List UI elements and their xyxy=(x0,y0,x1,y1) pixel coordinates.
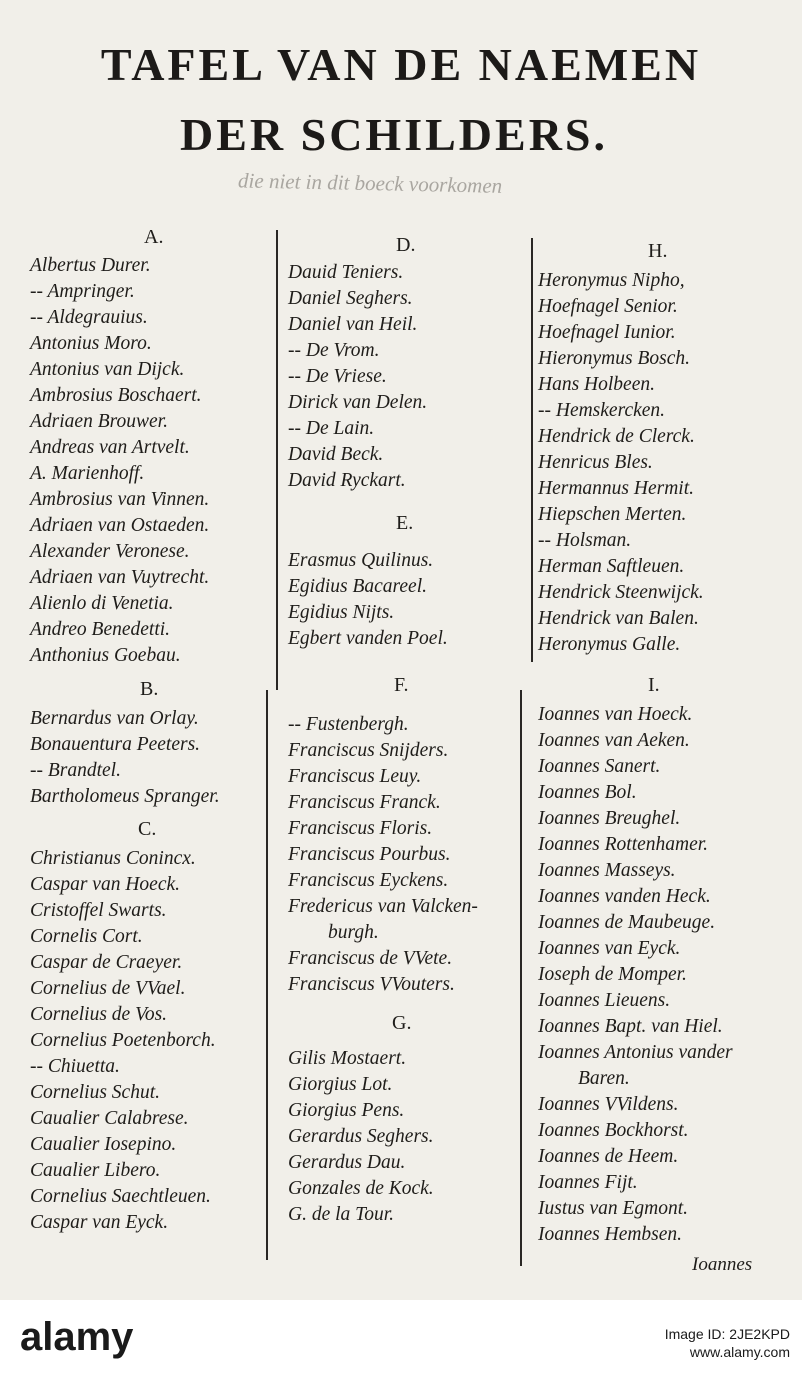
painter-name: Dauid Teniers. xyxy=(288,262,404,283)
section-letter-b: B. xyxy=(140,678,159,700)
painter-name: Franciscus de VVete. xyxy=(288,948,453,969)
painter-name: Andreo Benedetti. xyxy=(30,619,171,640)
painter-name: Ioannes Hembsen. xyxy=(538,1224,683,1245)
painter-name: Alienlo di Venetia. xyxy=(30,593,174,614)
painter-name: Ioannes Bapt. van Hiel. xyxy=(538,1016,723,1037)
painter-name: Fredericus van Valcken- burgh. xyxy=(288,896,478,943)
painter-name: Erasmus Quilinus. xyxy=(288,550,434,571)
painter-name: Bonauentura Peeters. xyxy=(30,734,201,755)
painter-name: Alexander Veronese. xyxy=(30,541,190,562)
painter-name: A. Marienhoff. xyxy=(30,463,145,484)
painter-name: Cornelius Saechtleuen. xyxy=(30,1186,211,1207)
watermark-logo: alamy xyxy=(20,1315,134,1359)
section-g-list xyxy=(288,1046,434,1228)
painter-name: Giorgius Lot. xyxy=(288,1074,393,1095)
page-title-line-2: DER SCHILDERS. xyxy=(180,109,608,160)
column-rule-1a xyxy=(276,230,278,690)
painter-name: -- Aldegrauius. xyxy=(30,307,148,328)
painter-name: Franciscus Snijders. xyxy=(288,740,449,761)
painter-name: Bartholomeus Spranger. xyxy=(30,786,220,807)
painter-name: Caspar van Eyck. xyxy=(30,1212,169,1233)
painter-name: Caualier Calabrese. xyxy=(30,1108,189,1129)
painter-name: -- Chiuetta. xyxy=(30,1056,120,1077)
painter-name: Franciscus Eyckens. xyxy=(288,870,449,891)
watermark-site: www.alamy.com xyxy=(689,1344,790,1360)
painter-name: Dirick van Delen. xyxy=(288,392,428,413)
painter-name: Iustus van Egmont. xyxy=(538,1198,689,1219)
painter-name: Giorgius Pens. xyxy=(288,1100,405,1121)
painter-name: Cornelius de Vos. xyxy=(30,1004,168,1025)
painter-name: Christianus Conincx. xyxy=(30,848,196,869)
painter-name: Gerardus Seghers. xyxy=(288,1126,434,1147)
painter-name: Adriaen Brouwer. xyxy=(30,411,168,432)
painter-name: Cornelis Cort. xyxy=(30,926,143,947)
painter-name: Andreas van Artvelt. xyxy=(30,437,190,458)
painter-name: Cornelius Schut. xyxy=(30,1082,160,1103)
painter-name: Heronymus Galle. xyxy=(538,634,681,655)
section-letter-d: D. xyxy=(396,234,416,256)
painter-name: Hans Holbeen. xyxy=(538,374,655,395)
painter-name: Ioannes Antonius vander Baren. xyxy=(538,1042,733,1089)
painter-name: Hendrick de Clerck. xyxy=(538,426,695,447)
painter-name: Albertus Durer. xyxy=(30,255,151,276)
painter-name: -- De Vriese. xyxy=(288,366,387,387)
painter-name: Franciscus Leuy. xyxy=(288,766,422,787)
painter-name: G. de la Tour. xyxy=(288,1204,395,1225)
painter-name: -- Ampringer. xyxy=(30,281,135,302)
painter-name: Franciscus Floris. xyxy=(288,818,433,839)
watermark-image-id-label: Image ID: 2JE2KPD xyxy=(664,1326,790,1342)
painter-name: Ambrosius van Vinnen. xyxy=(30,489,210,510)
section-letter-i: I. xyxy=(648,674,660,696)
painter-name: Ioannes Bol. xyxy=(538,782,637,803)
page-title-line-1: TAFEL VAN DE NAEMEN xyxy=(100,39,702,90)
painter-name: Gilis Mostaert. xyxy=(288,1048,407,1069)
section-d-list xyxy=(288,260,427,494)
section-f-list xyxy=(288,712,528,998)
section-a-list xyxy=(30,253,209,669)
painter-name: Cristoffel Swarts. xyxy=(30,900,167,921)
painter-name: Franciscus Franck. xyxy=(288,792,441,813)
section-letter-f: F. xyxy=(394,674,409,696)
painter-name: Ioannes Rottenhamer. xyxy=(538,834,709,855)
section-e-list xyxy=(288,548,448,652)
painter-name: Daniel van Heil. xyxy=(288,314,418,335)
painter-name: Franciscus Pourbus. xyxy=(288,844,451,865)
painter-name: David Beck. xyxy=(288,444,384,465)
painter-name: Caspar de Craeyer. xyxy=(30,952,183,973)
watermark-image-id xyxy=(520,1325,790,1361)
section-letter-g: G. xyxy=(392,1012,412,1034)
painter-name: Egidius Nijts. xyxy=(288,602,395,623)
painter-name: Caualier Iosepino. xyxy=(30,1134,177,1155)
painter-name: -- Brandtel. xyxy=(30,760,121,781)
painter-name: Caspar van Hoeck. xyxy=(30,874,181,895)
painter-name: Ioannes Breughel. xyxy=(538,808,681,829)
painter-name: Ioannes Sanert. xyxy=(538,756,661,777)
painter-name: -- Hemskercken. xyxy=(538,400,666,421)
section-b-list xyxy=(30,706,220,810)
painter-name: Ambrosius Boschaert. xyxy=(30,385,202,406)
painter-name: Ioannes van Hoeck. xyxy=(538,704,693,725)
painter-name: Ioannes Fijt. xyxy=(538,1172,638,1193)
painter-name: Ioannes VVildens. xyxy=(538,1094,679,1115)
painter-name: Cornelius de VVael. xyxy=(30,978,186,999)
painter-name: Cornelius Poetenborch. xyxy=(30,1030,216,1051)
painter-name: Adriaen van Ostaeden. xyxy=(30,515,210,536)
column-rule-2b xyxy=(520,690,522,1266)
painter-name: Ioannes van Aeken. xyxy=(538,730,690,751)
painter-name: Ioannes de Maubeuge. xyxy=(538,912,716,933)
painter-name: Ioseph de Momper. xyxy=(538,964,687,985)
painter-name: Adriaen van Vuytrecht. xyxy=(30,567,210,588)
painter-name: Gerardus Dau. xyxy=(288,1152,406,1173)
column-rule-2a xyxy=(531,238,533,662)
section-letter-e: E. xyxy=(396,512,414,534)
painter-name: Egbert vanden Poel. xyxy=(288,628,448,649)
painter-name: Anthonius Goebau. xyxy=(30,645,181,666)
painter-name: Hendrick van Balen. xyxy=(538,608,699,629)
painter-name: Daniel Seghers. xyxy=(288,288,413,309)
catchword: Ioannes xyxy=(692,1254,753,1275)
painter-name: Ioannes de Heem. xyxy=(538,1146,679,1167)
column-rule-1b xyxy=(266,690,268,1260)
painter-name: Ioannes Bockhorst. xyxy=(538,1120,689,1141)
painter-name: Hermannus Hermit. xyxy=(538,478,694,499)
painter-name: -- De Lain. xyxy=(288,418,375,439)
painter-name: Hiepschen Merten. xyxy=(538,504,687,525)
painter-name: Gonzales de Kock. xyxy=(288,1178,434,1199)
section-i-list xyxy=(538,702,778,1248)
painter-name: Ioannes Masseys. xyxy=(538,860,676,881)
painter-name: Ioannes vanden Heck. xyxy=(538,886,711,907)
section-letter-a: A. xyxy=(144,226,164,248)
painter-name: Antonius van Dijck. xyxy=(30,359,185,380)
handwritten-annotation: die niet in dit boeck voorkomen xyxy=(237,168,503,198)
section-letter-c: C. xyxy=(138,818,157,840)
painter-name: David Ryckart. xyxy=(288,470,406,491)
painter-name: Hieronymus Bosch. xyxy=(538,348,691,369)
painter-name: Hoefnagel Iunior. xyxy=(538,322,676,343)
section-h-list xyxy=(538,268,704,658)
painter-name: Hoefnagel Senior. xyxy=(538,296,678,317)
painter-name: Herman Saftleuen. xyxy=(538,556,685,577)
painter-name: Ioannes Lieuens. xyxy=(538,990,671,1011)
painter-name: Antonius Moro. xyxy=(30,333,152,354)
section-c-list xyxy=(30,846,216,1236)
painter-name: -- De Vrom. xyxy=(288,340,380,361)
painter-name: Hendrick Steenwijck. xyxy=(538,582,704,603)
section-letter-h: H. xyxy=(648,240,668,262)
painter-name: -- Holsman. xyxy=(538,530,632,551)
painter-name: Bernardus van Orlay. xyxy=(30,708,199,729)
painter-name: Henricus Bles. xyxy=(538,452,653,473)
painter-name: Egidius Bacareel. xyxy=(288,576,427,597)
painter-name: Franciscus VVouters. xyxy=(288,974,455,995)
painter-name: Caualier Libero. xyxy=(30,1160,161,1181)
painter-name: Heronymus Nipho, xyxy=(538,270,685,291)
painter-name: Ioannes van Eyck. xyxy=(538,938,681,959)
painter-name: -- Fustenbergh. xyxy=(288,714,409,735)
